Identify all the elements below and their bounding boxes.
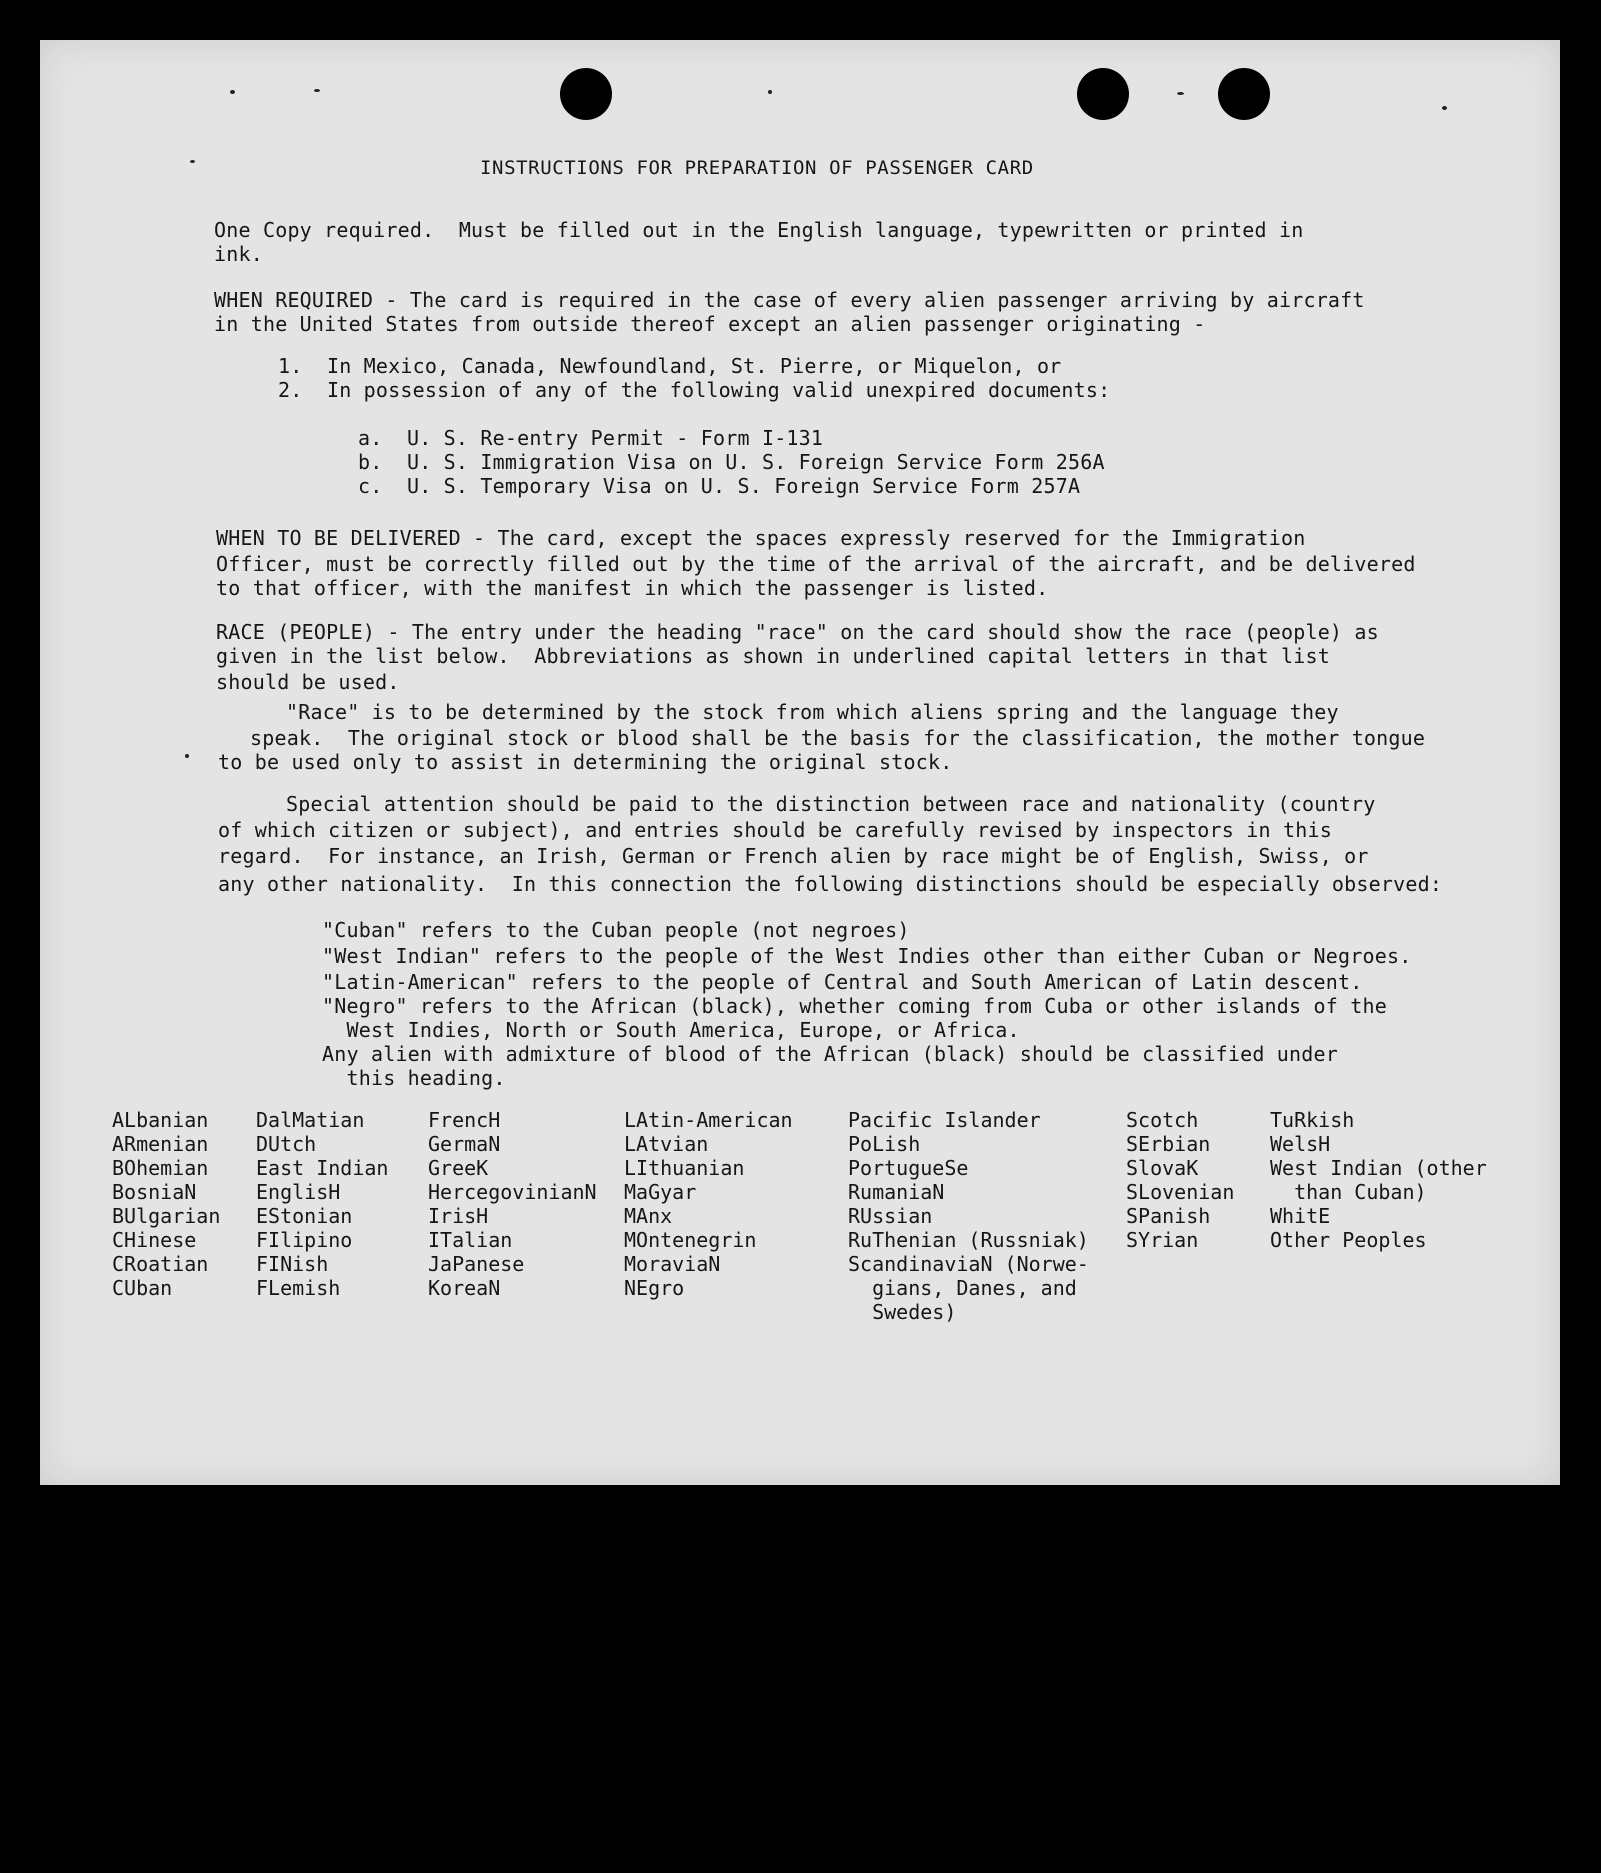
- page-title: INSTRUCTIONS FOR PREPARATION OF PASSENGER CARD: [480, 157, 1034, 179]
- race-entry: WhitE: [1270, 1204, 1331, 1228]
- distinction-line: "Latin-American" refers to the people of Central and South American of Latin descent.: [322, 970, 1363, 994]
- intro-line: One Copy required. Must be filled out in the English language, typewritten or printed in: [214, 218, 1304, 242]
- when-delivered-line: WHEN TO BE DELIVERED - The card, except the spaces expressly reserved for the Immigration: [216, 526, 1306, 550]
- race-entry: LIthuanian: [624, 1156, 745, 1180]
- race-entry: NEgro: [624, 1276, 685, 1300]
- race-entry: FINish: [256, 1252, 329, 1276]
- race-list-column: [624, 1108, 793, 1300]
- special-attention-line: any other nationality. In this connection the following distinctions should be especially observed:: [218, 872, 1443, 896]
- race-entry: CUban: [112, 1276, 173, 1300]
- race-entry: MaGyar: [624, 1180, 697, 1204]
- speck-mark: [230, 90, 235, 94]
- race-entry: Other Peoples: [1270, 1228, 1427, 1252]
- race-entry: RUssian: [848, 1204, 933, 1228]
- race-entry: CHinese: [112, 1228, 197, 1252]
- race-people-line: given in the list below. Abbreviations as shown in underlined capital letters in that list: [216, 644, 1330, 668]
- speck-mark: [1442, 106, 1447, 110]
- distinction-line: "Negro" refers to the African (black), whether coming from Cuba or other islands of the: [322, 994, 1387, 1018]
- race-entry: ALbanian: [112, 1108, 209, 1132]
- document-item: b. U. S. Immigration Visa on U. S. Foreign Service Form 256A: [358, 450, 1105, 474]
- race-entry: SErbian: [1126, 1132, 1211, 1156]
- race-entry: SlovaK: [1126, 1156, 1199, 1180]
- document-item: c. U. S. Temporary Visa on U. S. Foreign Service Form 257A: [358, 474, 1081, 498]
- race-list-column: [428, 1108, 597, 1300]
- speck-mark: [185, 754, 189, 758]
- race-entry: BUlgarian: [112, 1204, 221, 1228]
- race-entry: Swedes): [848, 1300, 957, 1324]
- distinction-line: Any alien with admixture of blood of the African (black) should be classified under: [322, 1042, 1339, 1066]
- race-entry: ScandinaviaN (Norwe-: [848, 1252, 1089, 1276]
- special-attention-line: regard. For instance, an Irish, German or French alien by race might be of English, Swiss, or: [218, 844, 1369, 868]
- distinction-line: "West Indian" refers to the people of the West Indies other than either Cuban or Negroes.: [322, 944, 1412, 968]
- race-list-column: [112, 1108, 220, 1300]
- race-entry: CRoatian: [112, 1252, 209, 1276]
- race-entry: GermaN: [428, 1132, 501, 1156]
- distinction-line: "Cuban" refers to the Cuban people (not negroes): [322, 918, 910, 942]
- race-entry: SYrian: [1126, 1228, 1199, 1252]
- race-entry: ARmenian: [112, 1132, 209, 1156]
- race-list-column: [848, 1108, 1089, 1324]
- race-list-column: [1126, 1108, 1234, 1252]
- special-attention-line: Special attention should be paid to the distinction between race and nationality (country: [286, 792, 1376, 816]
- race-entry: FIlipino: [256, 1228, 353, 1252]
- race-entry: DalMatian: [256, 1108, 365, 1132]
- race-entry: RumaniaN: [848, 1180, 945, 1204]
- race-definition-line: "Race" is to be determined by the stock from which aliens spring and the language they: [286, 700, 1339, 724]
- race-entry: IrisH: [428, 1204, 489, 1228]
- distinction-line: this heading.: [322, 1066, 506, 1090]
- race-entry: FrencH: [428, 1108, 501, 1132]
- special-attention-line: of which citizen or subject), and entries should be carefully revised by inspectors in this: [218, 818, 1332, 842]
- condition-item: 1. In Mexico, Canada, Newfoundland, St. Pierre, or Miquelon, or: [278, 354, 1062, 378]
- race-entry: than Cuban): [1270, 1180, 1427, 1204]
- speck-mark: [314, 89, 320, 92]
- race-definition-line: speak. The original stock or blood shall be the basis for the classification, the mother tongue: [250, 726, 1426, 750]
- speck-mark: [768, 90, 772, 94]
- punch-hole-middle: [1077, 68, 1129, 120]
- race-entry: BosniaN: [112, 1180, 197, 1204]
- race-entry: LAtvian: [624, 1132, 709, 1156]
- race-entry: East Indian: [256, 1156, 389, 1180]
- race-entry: WelsH: [1270, 1132, 1331, 1156]
- race-entry: FLemish: [256, 1276, 341, 1300]
- race-entry: DUtch: [256, 1132, 317, 1156]
- punch-hole-left: [560, 68, 612, 120]
- document-item: a. U. S. Re-entry Permit - Form I-131: [358, 426, 824, 450]
- race-people-line: should be used.: [216, 670, 400, 694]
- race-entry: GreeK: [428, 1156, 489, 1180]
- speck-mark: [190, 160, 195, 163]
- race-entry: SLovenian: [1126, 1180, 1235, 1204]
- race-entry: ITalian: [428, 1228, 513, 1252]
- race-entry: MAnx: [624, 1204, 673, 1228]
- when-delivered-line: Officer, must be correctly filled out by the time of the arrival of the aircraft, and be delivered: [216, 552, 1416, 576]
- when-delivered-line: to that officer, with the manifest in which the passenger is listed.: [216, 576, 1049, 600]
- race-entry: gians, Danes, and: [848, 1276, 1077, 1300]
- race-entry: PoLish: [848, 1132, 921, 1156]
- race-list-column: [1270, 1108, 1487, 1252]
- race-entry: HercegovinianN: [428, 1180, 597, 1204]
- race-entry: JaPanese: [428, 1252, 525, 1276]
- race-entry: MOntenegrin: [624, 1228, 757, 1252]
- race-entry: BOhemian: [112, 1156, 209, 1180]
- race-entry: MoraviaN: [624, 1252, 721, 1276]
- race-entry: Scotch: [1126, 1108, 1199, 1132]
- condition-item: 2. In possession of any of the following valid unexpired documents:: [278, 378, 1111, 402]
- race-list-column: [256, 1108, 388, 1300]
- when-required-line: WHEN REQUIRED - The card is required in the case of every alien passenger arriving by aircraft: [214, 288, 1365, 312]
- race-entry: KoreaN: [428, 1276, 501, 1300]
- race-entry: EnglisH: [256, 1180, 341, 1204]
- race-entry: LAtin-American: [624, 1108, 793, 1132]
- when-required-line: in the United States from outside thereof except an alien passenger originating -: [214, 312, 1206, 336]
- race-people-line: RACE (PEOPLE) - The entry under the heading "race" on the card should show the race (people) as: [216, 620, 1379, 644]
- race-definition-line: to be used only to assist in determining the original stock.: [218, 750, 953, 774]
- speck-mark: [1177, 92, 1184, 95]
- race-entry: PortugueSe: [848, 1156, 969, 1180]
- race-entry: EStonian: [256, 1204, 353, 1228]
- race-entry: SPanish: [1126, 1204, 1211, 1228]
- intro-line: ink.: [214, 242, 263, 266]
- distinction-line: West Indies, North or South America, Europe, or Africa.: [322, 1018, 1020, 1042]
- race-entry: Pacific Islander: [848, 1108, 1041, 1132]
- race-entry: RuThenian (Russniak): [848, 1228, 1089, 1252]
- race-entry: TuRkish: [1270, 1108, 1355, 1132]
- punch-hole-right: [1218, 68, 1270, 120]
- race-entry: West Indian (other: [1270, 1156, 1487, 1180]
